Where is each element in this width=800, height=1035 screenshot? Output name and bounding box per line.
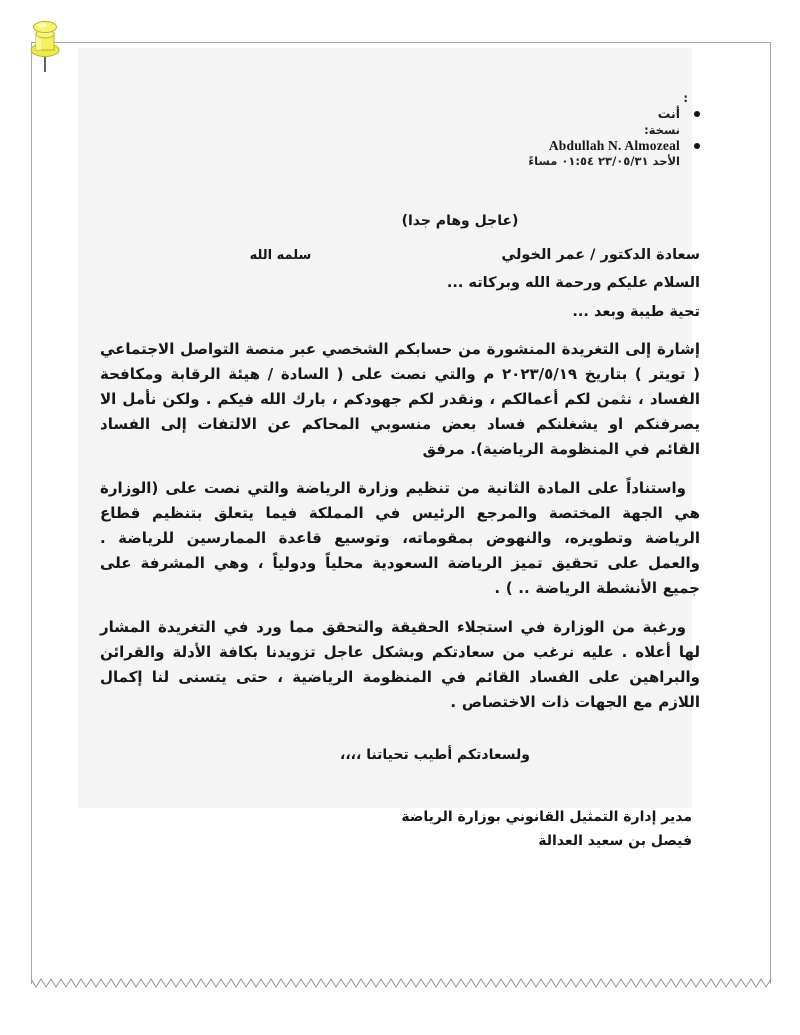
greeting-line-2: تحية طيبة وبعد ...	[572, 304, 700, 320]
to-recipient-row	[100, 106, 700, 121]
cc-label: نسخة:	[644, 123, 680, 137]
body-paragraph-3: ورغبة من الوزارة في استجلاء الحقيقة والتحقق مما ورد في التغريدة المشار لها أعلاه . عليه نرغب من سعادتكم وبشكل عاجل تزويدنا بكافة الأدلة والقرائن والبراهين على الفساد القائم في المنظومة الرياضية ، حتى يتسنى لنا إكمال اللازم مع الجهات ذات الاختصاص .	[100, 618, 700, 711]
bullet-icon	[694, 111, 700, 117]
urgency-note: (عاجل وهام جدا)	[401, 213, 519, 229]
cc-recipient-row	[100, 138, 700, 153]
to-label: :	[683, 91, 688, 105]
letter-body	[100, 92, 700, 853]
body-paragraph-1: إشارة إلى التغريدة المنشورة من حسابكم الشخصي عبر منصة التواصل الاجتماعي ( تويتر ) بتاريخ ٢٠٢٣/٥/١٩ م والتي نصت على ( السادة / هيئة الرقابة ومكافحة الفساد ، نثمن لكم أعمالكم ، ونقدر لكم جهودكم ، بارك الله فيكم . ولكن نأمل الا يصرفنكم او يشغلنكم فساد بعض منسوبي المحاكم عن الالتفات إلى الفساد القائم في المنظومة الرياضية). مرفق	[100, 340, 700, 458]
bullet-icon	[694, 143, 700, 149]
torn-paper-edge	[31, 977, 772, 991]
body-paragraph-2: واستناداً على المادة الثانية من تنظيم وزارة الرياضة والتي نصت على (الوزارة هي الجهة المختصة والمرجع الرئيس في المملكة فيما يتعلق بتنظيم قطاع الرياضة وتطويره، والنهوض بمقوماته، وتوسيع قاعدة الممارسين للرياضة . والعمل على تحقيق تميز الرياضة السعودية محلياً ودولياً ، وهي المشرفة على جميع الأنشطة الرياضة .. ) .	[100, 479, 700, 597]
to-recipient-value: أنت	[657, 106, 680, 121]
signature-block	[100, 805, 700, 853]
pushpin-icon	[20, 14, 70, 76]
addressee-line	[100, 246, 700, 265]
addressee-name: سعادة الدكتور / عمر الخولي	[501, 247, 700, 263]
cc-recipient-value: Abdullah N. Almozeal	[548, 138, 680, 153]
signature-name: فيصل بن سعيد العدالة	[538, 833, 692, 849]
signature-title: مدير إدارة التمثيل القانوني بوزارة الرياضة	[401, 809, 692, 825]
closing-line: ولسعادتكم أطيب تحياتنا ،،،،	[340, 747, 530, 763]
recipients-header	[100, 92, 700, 168]
addressee-blessing: سلمه الله	[249, 248, 312, 263]
sent-timestamp: الأحد ٢٣/٠٥/٣١ ٠١:٥٤ مساءً	[528, 154, 680, 168]
greeting-line-1: السلام عليكم ورحمة الله وبركاته ...	[446, 275, 700, 291]
